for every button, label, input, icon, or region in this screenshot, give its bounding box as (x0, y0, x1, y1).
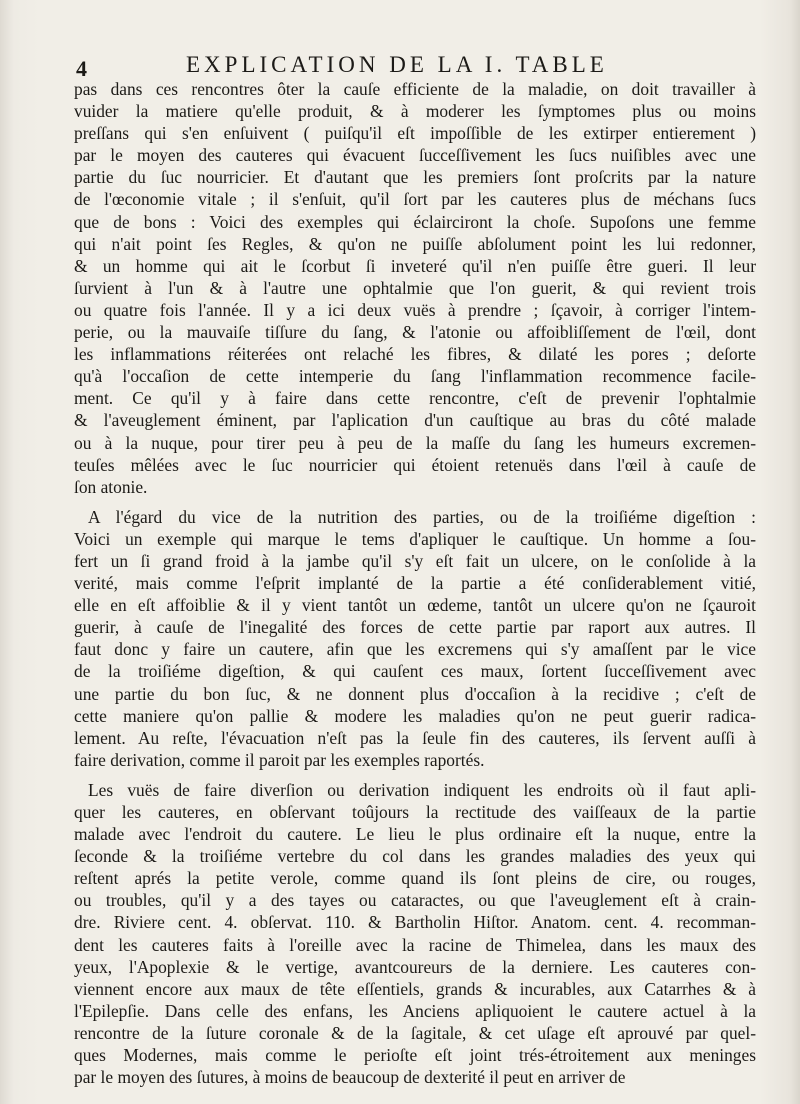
text-line: preſſans qui s'en enſuivent ( puiſqu'il eſt impoſſible de les extirper entierement ) (74, 123, 756, 144)
running-title: EXPLICATION DE LA I. TABLE (186, 52, 608, 77)
paragraph-gap (74, 771, 756, 779)
text-line: ou troubles, qu'il y a des tayes ou cataractes, ou que l'aveuglement eſt à crain- (74, 890, 756, 911)
text-line: yeux, l'Apoplexie & le vertige, avantcoureurs de la derniere. Les cauteres con- (74, 956, 756, 977)
text-line: qui n'ait point ſes Regles, & qu'on ne puiſſe abſolument point les lui redonner, (74, 233, 756, 254)
paragraph (74, 506, 756, 771)
text-line: dre. Riviere cent. 4. obſervat. 110. & Bartholin Hiſtor. Anatom. cent. 4. recomman- (74, 912, 756, 933)
text-line: A l'égard du vice de la nutrition des parties, ou de la troiſiéme digeſtion : (88, 506, 756, 527)
text-line: ou quatre fois l'année. Il y a ici deux vuës à prendre ; ſçavoir, à corriger l'intem- (74, 299, 756, 320)
text-line: de la troiſiéme digeſtion, & qui cauſent ces maux, ſortent ſucceſſivement avec (74, 661, 756, 682)
text-line: ment. Ce qu'il y à faire dans cette rencontre, c'eſt de prevenir l'ophtalmie (74, 388, 756, 409)
text-line: l'Epilepſie. Dans celle des enfans, les Anciens apliquoient le cautere actuel à la (74, 1000, 756, 1021)
text-line: teuſes mêlées avec le ſuc nourricier qui étoient retenuës dans l'œil à cauſe de (74, 454, 756, 475)
text-line: & l'aveuglement éminent, par l'aplication d'un cauſtique au bras du côté malade (74, 410, 756, 431)
text-line: viennent encore aux maux de tête eſſentiels, grands & incurables, aux Catarrhes & à (74, 978, 756, 999)
page-number: 4 (76, 56, 87, 81)
text-line: ou à la nuque, pour tirer peu à peu de la maſſe du ſang les humeurs excremen- (74, 432, 756, 453)
text-line: que de bons : Voici des exemples qui éclairciront la choſe. Supoſons une femme (74, 211, 756, 232)
text-line: verité, mais comme l'eſprit implanté de la partie a été conſiderablement vitié, (74, 573, 756, 594)
text-line: ſeconde & la troiſiéme vertebre du col dans les grandes maladies des yeux qui (74, 846, 756, 867)
text-line: lement. Au reſte, l'évacuation n'eſt pas la ſeule fin des cauteres, ils ſervent auſſi à (74, 727, 756, 748)
text-line: par le moyen des cauteres qui évacuent ſucceſſivement les ſucs nuiſibles avec une (74, 145, 756, 166)
text-line: quer les cauteres, en obſervant toûjours la rectitude des vaiſſeaux de la partie (74, 802, 756, 822)
text-line: partie du ſuc nourricier. Et d'autant que les premiers ſont proſcrits par la nature (74, 167, 756, 188)
text-line: rencontre de la ſuture coronale & de la ſagitale, & cet uſage eſt aprouvé par quel- (74, 1022, 756, 1043)
text-line: les inflammations réiterées ont relaché les fibres, & dilaté les pores ; deſorte (74, 344, 756, 365)
text-line: Les vuës de faire diverſion ou derivation indiquent les endroits où il faut apli- (88, 779, 756, 800)
text-line: & un homme qui ait le ſcorbut ſi inveteré qu'il n'en puiſſe être gueri. Il leur (74, 255, 756, 276)
text-line: ſurvient à l'un & à l'autre une ophtalmie que l'on guerit, & qui revient trois (74, 277, 756, 298)
body-text (74, 78, 756, 1088)
text-line: cette maniere qu'on pallie & modere les maladies qu'on ne peut guerir radica- (74, 705, 756, 726)
text-line: reſtent aprés la petite verole, comme quand ils ſont pleins de cire, ou rouges, (74, 868, 756, 889)
text-line: guerir, à cauſe de l'inegalité des forces de cette partie par raport aux autres. Il (74, 617, 756, 638)
paragraph (74, 78, 756, 498)
text-line: qu'à l'occaſion de cette intemperie du ſang l'inflammation recommence facile- (74, 366, 756, 387)
text-line: faire derivation, comme il paroit par les exemples raportés. (74, 749, 485, 770)
text-line: par le moyen des ſutures, à moins de beaucoup de dexterité il peut en arriver de (74, 1067, 626, 1088)
text-line: faut donc y faire un cautere, afin que les excremens qui s'y amaſſent par le vice (74, 639, 756, 660)
text-line: malade avec l'endroit du cautere. Le lieu le plus ordinaire eſt la nuque, entre la (74, 824, 756, 845)
text-line: dent les cauteres faits à l'oreille avec la racine de Thimelea, dans les maux des (74, 934, 756, 955)
text-line: ſon atonie. (74, 476, 148, 497)
text-line: pas dans ces rencontres ôter la cauſe efficiente de la maladie, on doit travailler à (74, 79, 756, 99)
paragraph (74, 779, 756, 1088)
text-line: Voici un exemple qui marque le tems d'apliquer le cauſtique. Un homme a ſou- (74, 528, 756, 549)
text-line: perie, ou la mauvaiſe tiſſure du ſang, & l'atonie ou affoibliſſement de l'œil, dont (74, 322, 756, 343)
text-line: elle en eſt affoiblie & il y vient tantôt un œdeme, tantôt un ulcere qu'on ne ſçauroit (74, 595, 756, 616)
text-line: vuider la matiere qu'elle produit, & à moderer les ſymptomes plus ou moins (74, 101, 756, 122)
text-line: fert un ſi grand froid à la jambe qu'il s'y eſt fait un ulcere, on le conſolide à la (74, 550, 756, 571)
paragraph-gap (74, 498, 756, 506)
text-line: une partie du bon ſuc, & ne donnent plus d'occaſion à la recidive ; c'eſt de (74, 683, 756, 704)
text-line: ques Modernes, mais comme le perioſte eſt joint trés-étroitement aux meninges (74, 1045, 756, 1066)
text-line: de l'œconomie vitale ; il s'enſuit, qu'il ſort par les cauteres plus de méchans ſucs (74, 189, 756, 210)
